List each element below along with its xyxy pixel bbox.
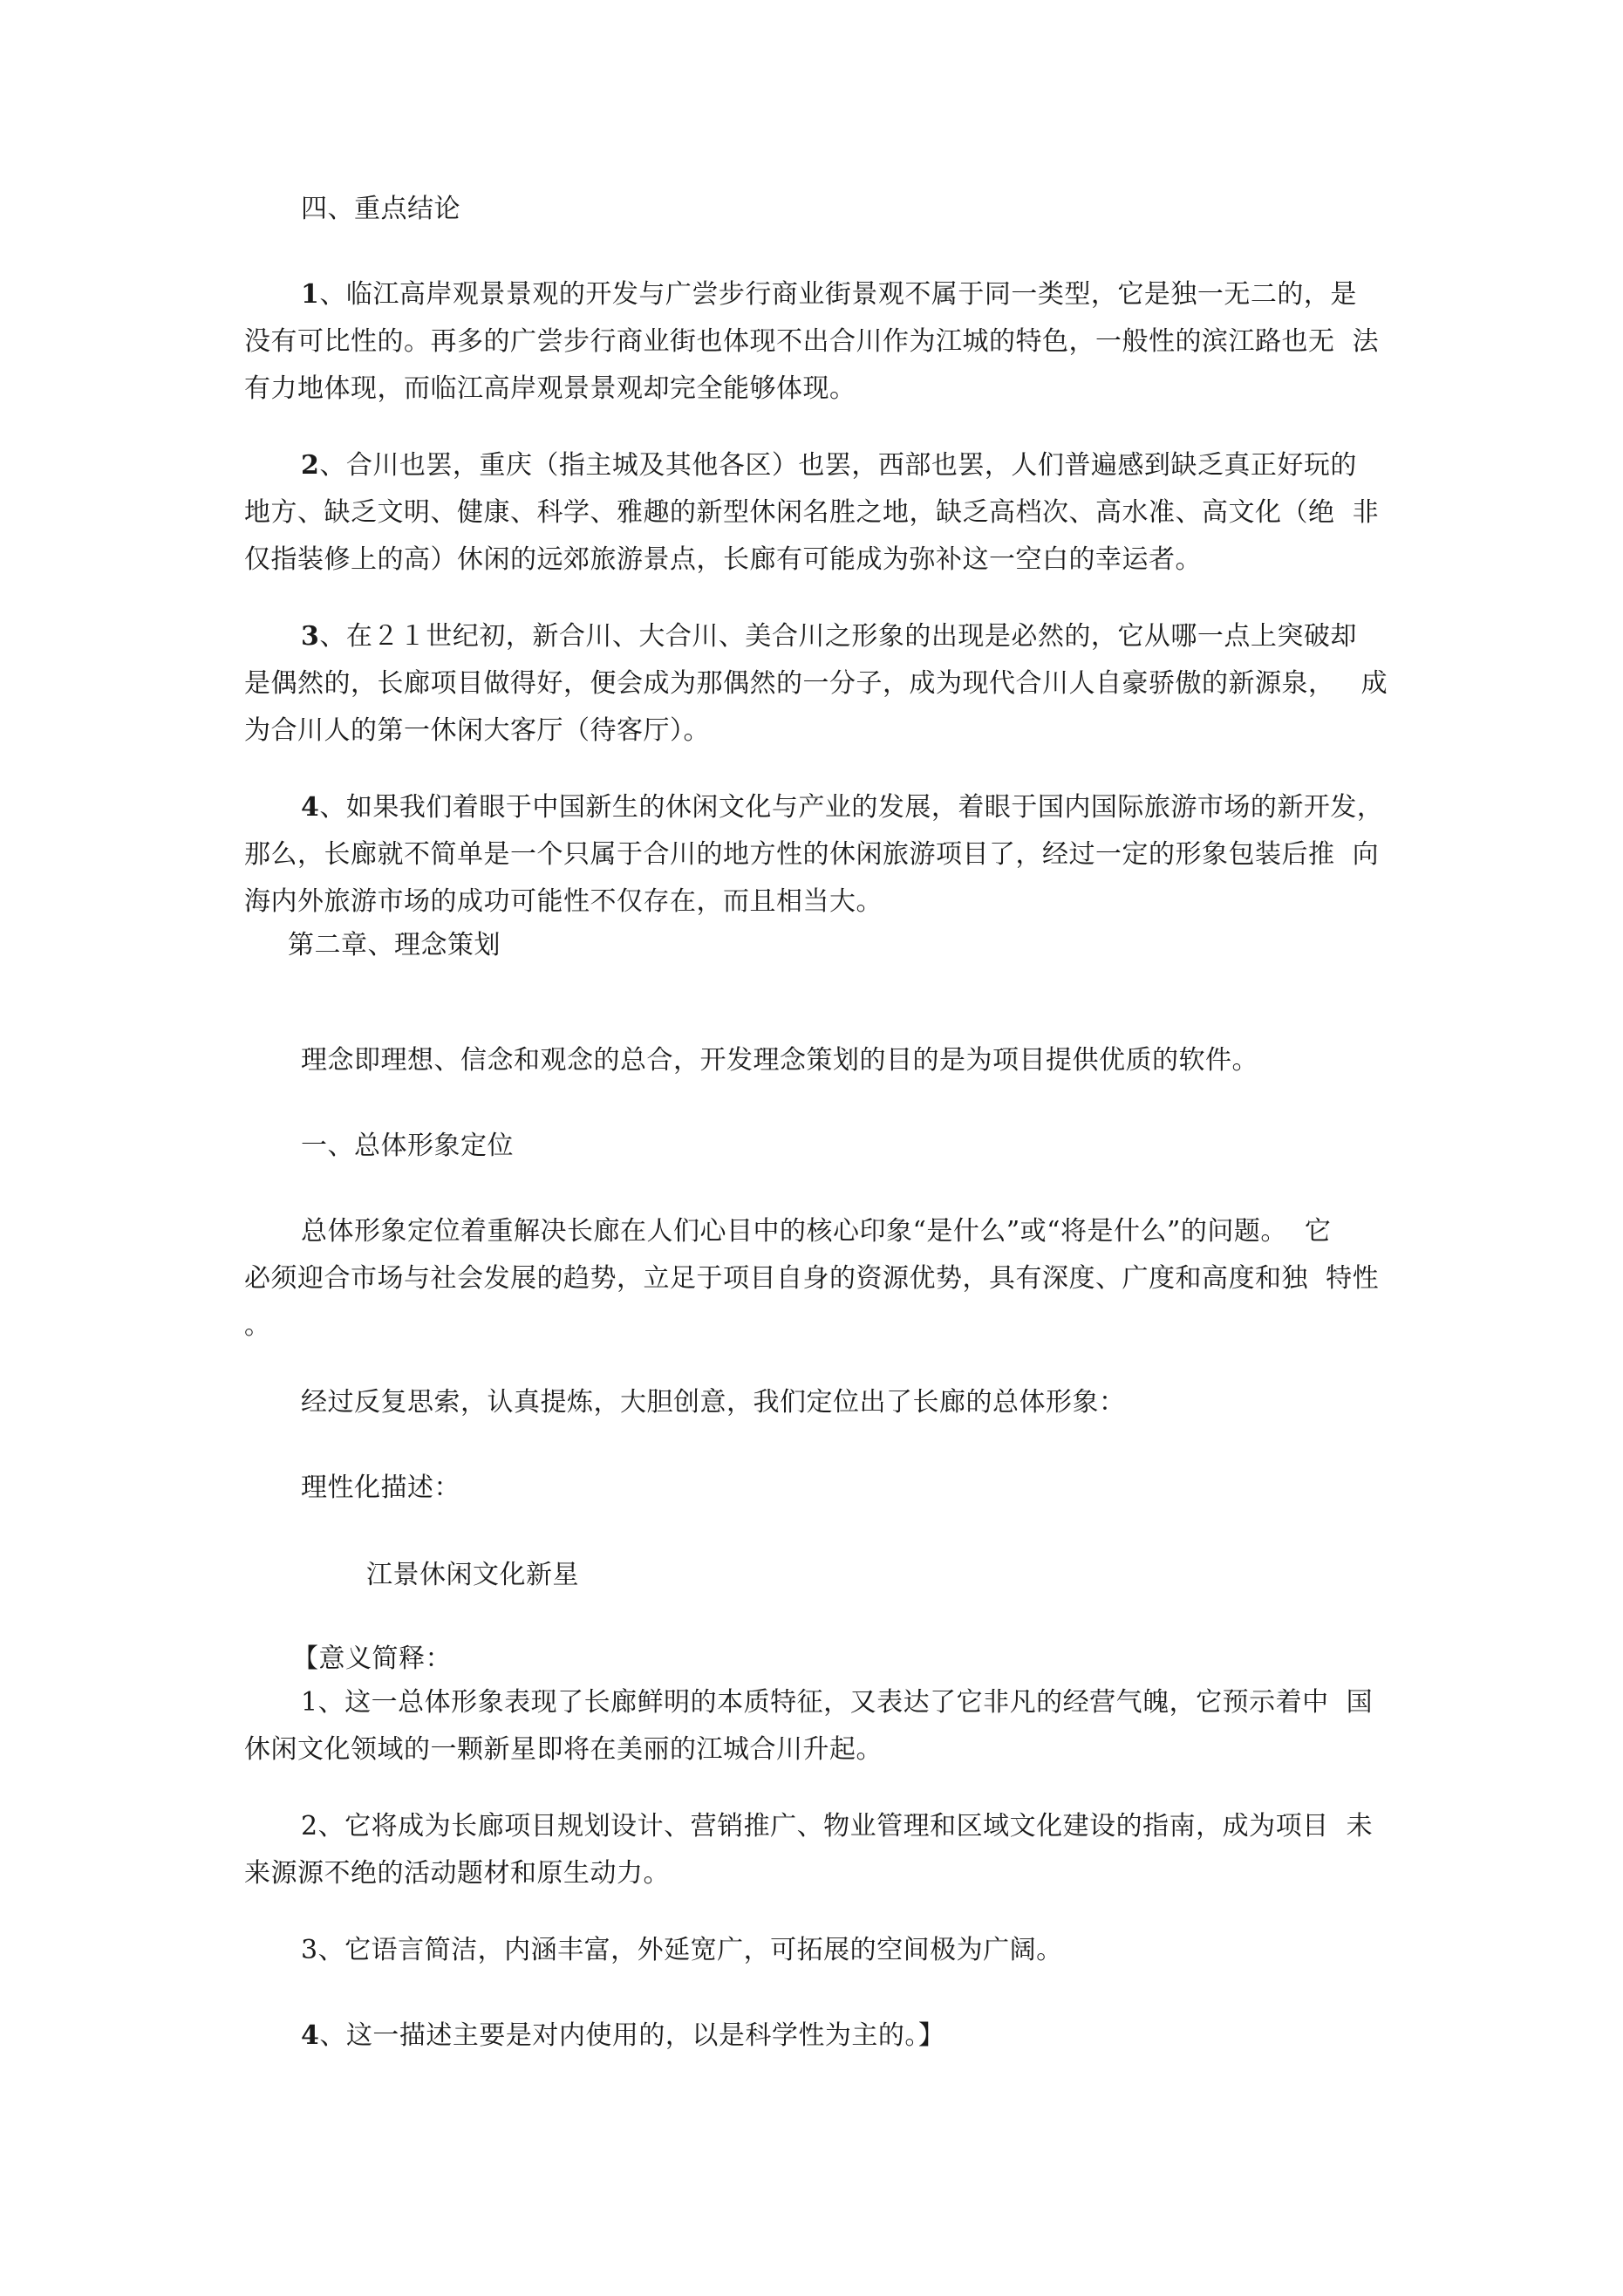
meaning-item-1-line-2: 休闲文化领域的一颗新星即将在美丽的江城合川升起。 [244, 1734, 883, 1765]
paragraph-1-line-2: 没有可比性的。再多的广尝步行商业街也体现不出合川作为江城的特色，一般性的滨江路也无 法 [244, 326, 1380, 357]
paragraph-4-line-1 [301, 783, 1461, 832]
paragraph-3-line-1 [301, 612, 1461, 661]
paragraph-text: 、在２１世纪初，新合川、大合川、美合川之形象的出现是必然的，它从哪一点上突破却 [319, 621, 1357, 652]
paragraph-1-line-3: 有力地体现，而临江高岸观景景观却完全能够体现。 [244, 373, 856, 404]
paragraph-2-line-2: 地方、缺乏文明、健康、科学、雅趣的新型休闲名胜之地，缺乏高档次、高水准、高文化（绝 非 [244, 497, 1380, 528]
chapter-intro: 理念即理想、信念和观念的总合，开发理念策划的目的是为项目提供优质的软件。 [301, 1045, 1258, 1076]
paragraph-number: 4 [301, 792, 320, 823]
paragraph-3-line-2: 是偶然的，长廊项目做得好，便会成为那偶然的一分子，成为现代合川人自豪骄傲的新源泉， 成 [244, 668, 1388, 699]
paragraph-3-line-3: 为合川人的第一休闲大客厅（待客厅）。 [244, 715, 710, 746]
paragraph-text: 、合川也罢，重庆（指主城及其他各区）也罢，西部也罢，人们普遍感到缺乏真正好玩的 [319, 450, 1357, 481]
paragraph-1-line-1 [301, 270, 1461, 319]
paragraph-text: 、这一描述主要是对内使用的，以是科学性为主的。】 [319, 2020, 945, 2051]
meaning-item-4 [301, 2012, 1461, 2060]
rational-label: 理性化描述： [301, 1473, 460, 1503]
paragraph-text: 、如果我们着眼于中国新生的休闲文化与产业的发展，着眼于国内国际旅游市场的新开发， [319, 792, 1384, 823]
paragraph-2-line-1 [301, 441, 1461, 490]
paragraph-2-line-3: 仅指装修上的高）休闲的远郊旅游景点，长廊有可能成为弥补这一空白的幸运者。 [244, 544, 1202, 575]
paragraph-text: 、临江高岸观景景观的开发与广尝步行商业街景观不属于同一类型，它是独一无二的，是 [319, 279, 1357, 310]
positioning-paragraph-line-3: 。 [244, 1310, 271, 1341]
paragraph-4-line-2: 那么，长廊就不简单是一个只属于合川的地方性的休闲旅游项目了，经过一定的形象包装后推 向 [244, 839, 1380, 870]
positioning-paragraph-line-2: 必须迎合市场与社会发展的趋势，立足于项目自身的资源优势，具有深度、广度和高度和独 特性 [244, 1263, 1380, 1294]
paragraph-number: 4 [301, 2020, 320, 2051]
image-statement: 经过反复思索，认真提炼，大胆创意，我们定位出了长廊的总体形象： [301, 1387, 1126, 1418]
paragraph-number: 2 [301, 450, 320, 481]
meaning-item-3: 3、它语言简洁，内涵丰富，外延宽广，可拓展的空间极为广阔。 [301, 1935, 1063, 1965]
meaning-label: 【意义简释： [292, 1643, 452, 1674]
meaning-item-2-line-2: 来源源不绝的活动题材和原生动力。 [244, 1858, 670, 1889]
chapter-heading: 第二章、理念策划 [288, 930, 501, 960]
positioning-paragraph-line-1: 总体形象定位着重解决长廊在人们心目中的核心印象“是什么”或“将是什么”的问题。 它 [301, 1216, 1332, 1247]
meaning-item-1-line-1: 1、这一总体形象表现了长廊鲜明的本质特征，又表达了它非凡的经营气魄，它预示着中 国 [301, 1687, 1374, 1718]
meaning-item-2-line-1: 2、它将成为长廊项目规划设计、营销推广、物业管理和区域文化建设的指南，成为项目 未 [301, 1811, 1374, 1842]
paragraph-number: 1 [301, 279, 320, 310]
paragraph-4-line-3: 海内外旅游市场的成功可能性不仅存在，而且相当大。 [244, 886, 883, 917]
paragraph-number: 3 [301, 621, 320, 652]
subsection-heading: 一、总体形象定位 [301, 1131, 514, 1161]
slogan: 江景休闲文化新星 [366, 1560, 579, 1590]
section-heading: 四、重点结论 [301, 194, 460, 224]
